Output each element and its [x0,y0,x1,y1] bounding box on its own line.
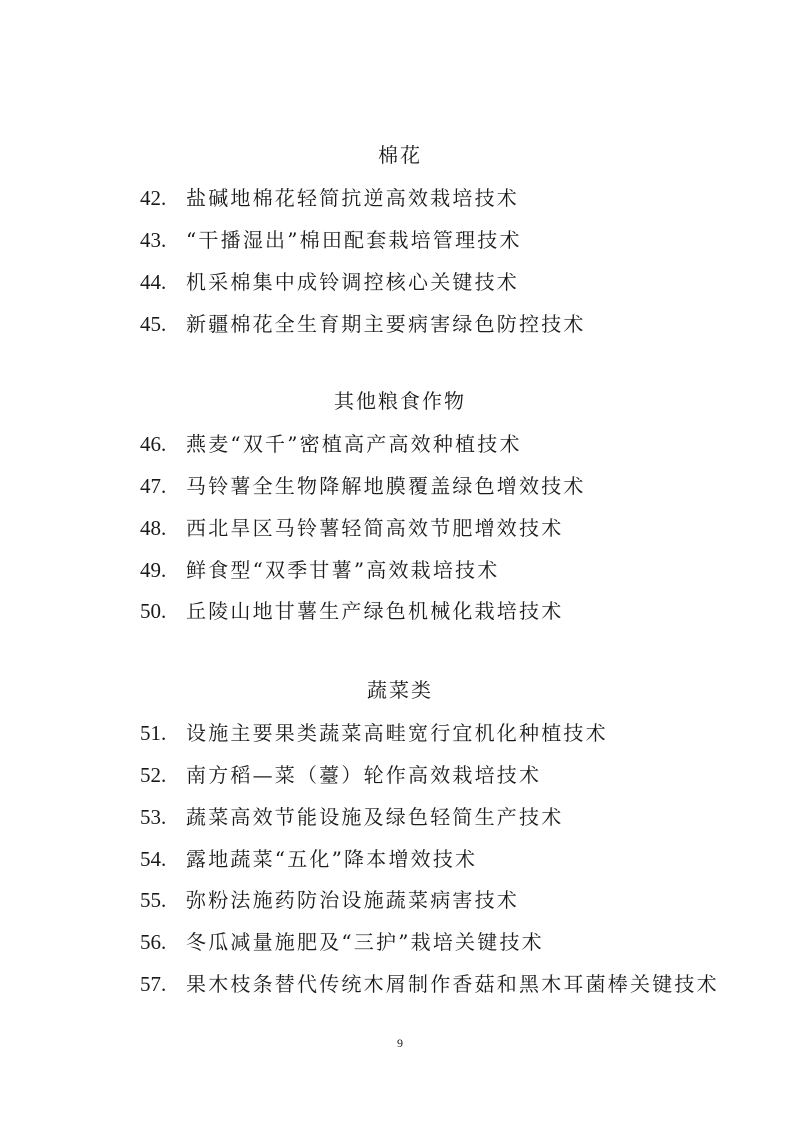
item-number: 43. [140,228,167,252]
list-item [140,556,499,584]
item-number: 56. [140,930,167,954]
section-heading-other-grain: 其他粮食作物 [334,389,466,413]
item-number: 48. [140,516,167,540]
item-number: 52. [140,763,167,787]
list-item [140,761,541,789]
list-item [140,514,563,542]
item-number: 55. [140,888,167,912]
item-text: 马铃薯全生物降解地膜覆盖绿色增效技术 [186,474,586,498]
item-text: 蔬菜高效节能设施及绿色轻简生产技术 [186,805,564,829]
item-number: 57. [140,972,167,996]
item-number: 49. [140,558,167,582]
item-number: 47. [140,474,167,498]
list-item [140,803,563,831]
item-number: 42. [140,186,167,210]
page-number: 9 [397,1036,403,1050]
item-text: 燕麦“双千”密植高产高效种植技术 [186,432,522,456]
list-item [140,472,586,500]
item-text: 弥粉法施药防治设施蔬菜病害技术 [186,888,519,912]
list-item [140,970,719,998]
list-item [140,845,477,873]
item-number: 50. [140,599,167,623]
item-text: 南方稻—菜（薹）轮作高效栽培技术 [186,763,542,787]
item-text: 设施主要果类蔬菜高畦宽行宜机化种植技术 [186,721,608,745]
section-heading-vegetables: 蔬菜类 [367,678,433,702]
item-number: 53. [140,805,167,829]
list-item [140,226,522,254]
item-text: “干播湿出”棉田配套栽培管理技术 [186,228,522,252]
item-text: 丘陵山地甘薯生产绿色机械化栽培技术 [186,599,564,623]
item-text: 机采棉集中成铃调控核心关键技术 [186,270,519,294]
section-heading-cotton: 棉花 [378,143,422,167]
list-item [140,430,522,458]
list-item [140,928,544,956]
list-item [140,310,586,338]
item-number: 44. [140,270,167,294]
item-text: 新疆棉花全生育期主要病害绿色防控技术 [186,312,586,336]
item-text: 露地蔬菜“五化”降本增效技术 [186,847,478,871]
item-number: 54. [140,847,167,871]
item-text: 西北旱区马铃薯轻简高效节肥增效技术 [186,516,564,540]
item-number: 46. [140,432,167,456]
item-text: 冬瓜减量施肥及“三护”栽培关键技术 [186,930,544,954]
list-item [140,184,519,212]
list-item [140,597,563,625]
list-item [140,719,608,747]
list-item [140,886,519,914]
item-text: 盐碱地棉花轻简抗逆高效栽培技术 [186,186,519,210]
item-text: 果木枝条替代传统木屑制作香菇和黑木耳菌棒关键技术 [186,972,719,996]
list-item [140,268,519,296]
item-number: 51. [140,721,167,745]
item-number: 45. [140,312,167,336]
item-text: 鲜食型“双季甘薯”高效栽培技术 [186,558,500,582]
